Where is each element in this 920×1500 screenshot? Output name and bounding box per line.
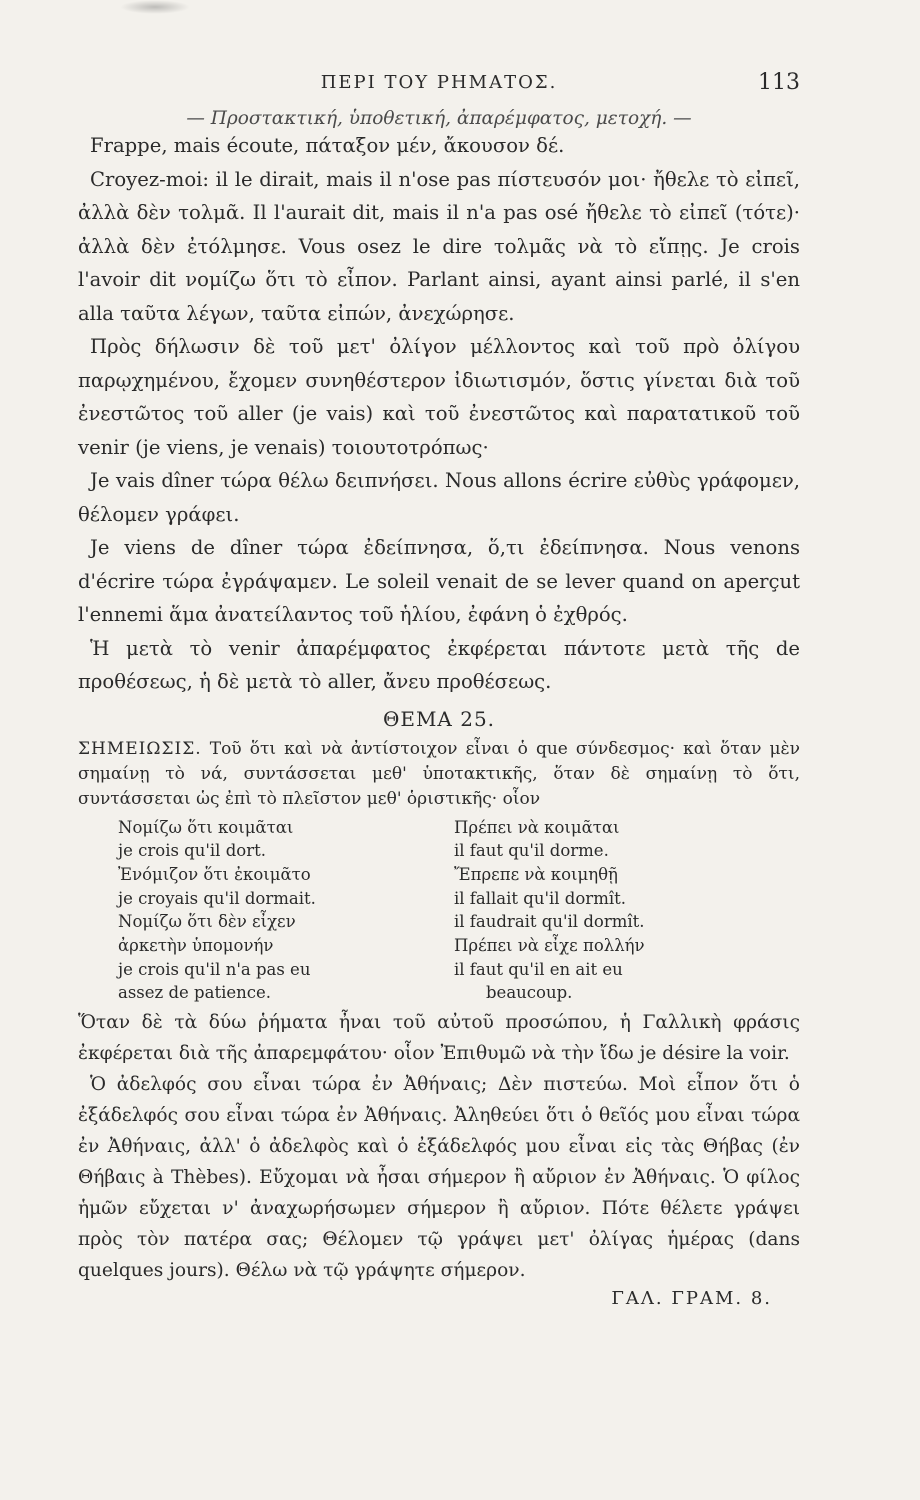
body-text: [78, 129, 800, 699]
examples-table: [118, 816, 800, 1006]
paragraph: Πρὸς δήλωσιν δὲ τοῦ μετ' ὀλίγον μέλλοντος καὶ τοῦ πρὸ ὀλίγου παρῳχημένου, ἔχομεν συνηθέστερον ἰδιωτισμόν, ὅστις γίνεται διὰ τοῦ ἐνεστῶτος τοῦ aller (je vais) καὶ τοῦ ἐνεστῶτος καὶ παρατατικοῦ τοῦ venir (je viens, je venais) τοιουτοτρόπως·: [78, 335, 800, 459]
scan-shadow: [120, 0, 190, 14]
example-line: Πρέπει νὰ κοιμᾶται: [454, 817, 620, 837]
note-label: ΣΗΜΕΙΩΣΙΣ.: [78, 738, 202, 759]
example-line: Νομίζω ὅτι κοιμᾶται: [118, 817, 294, 837]
paragraph: Croyez-moi: il le dirait, mais il n'ose pas πίστευσόν μοι· ἤθελε τὸ εἰπεῖ, ἀλλὰ δὲν τολμᾶ. Il l'aurait dit, mais il n'a pas osé ἤθελε τὸ εἰπεῖ (τότε)· ἀλλὰ δὲν ἐτόλμησε. Vous osez le dire τολμᾶς νὰ τὸ εἴπῃς. Je crois l'avoir dit νομίζω ὅτι τὸ εἶπον. Parlant ainsi, ayant ainsi parlé, il s'en alla ταῦτα λέγων, ταῦτα εἰπών, ἀνεχώρησε.: [78, 167, 800, 325]
running-title: ΠΕΡΙ ΤΟΥ ΡΗΜΑΤΟΣ.: [320, 72, 558, 93]
section-subtitle: — Προστακτική, ὑποθετική, ἀπαρέμφατος, μετοχή. —: [186, 108, 692, 129]
example-line: Ἐνόμιζον ὅτι ἐκοιμᾶτο: [118, 864, 311, 884]
example-line: Ἔπρεπε νὰ κοιμηθῇ: [454, 864, 618, 884]
note-text: Τοῦ ὅτι καὶ νὰ ἀντίστοιχον εἶναι ὁ que σύνδεσμος· καὶ ὅταν μὲν σημαίνῃ τὸ νά, συντάσσεται μεθ' ὑποτακτικῆς, ὅταν δὲ σημαίνῃ τὸ ὅτι, συντάσσεται ὡς ἐπὶ τὸ πλεῖστον μεθ' ὁριστικῆς· οἷον: [78, 738, 801, 809]
example-line: il fallait qu'il dormît.: [454, 888, 626, 908]
paragraph: Ὁ ἀδελφός σου εἶναι τώρα ἐν Ἀθήναις; Δὲν πιστεύω. Μοὶ εἶπον ὅτι ὁ ἐξάδελφός σου εἶναι τώρα ἐν Ἀθήναις. Ἀληθεύει ὅτι ὁ θεῖός μου εἶναι τώρα ἐν Ἀθήναις, ἀλλ' ὁ ἀδελφὸς καὶ ὁ ἐξάδελφός μου εἶναι εἰς τὰς Θήβας (ἐν Θήβαις à Thèbes). Εὔχομαι νὰ ἦσαι σήμερον ἢ αὔριον ἐν Ἀθήναις. Ὁ φίλος ἡμῶν εὔχεται ν' ἀναχωρήσωμεν σήμερον ἢ αὔριον. Πότε θέλετε γράψει πρὸς τὸν πατέρα σας; Θέλομεν τῷ γράψει μετ' ὀλίγας ἡμέρας (dans quelques jours). Θέλω νὰ τῷ γράψητε σήμερον.: [78, 1074, 800, 1282]
page-number: 113: [758, 70, 800, 95]
closing-text: [78, 1007, 800, 1286]
example-line: Πρέπει νὰ εἶχε πολλήν: [454, 936, 645, 956]
paragraph: Je vais dîner τώρα θέλω δειπνήσει. Nous allons écrire εὐθὺς γράφομεν, θέλομεν γράφει.: [78, 469, 800, 526]
example-line: beaucoup.: [486, 983, 573, 1003]
paragraph: Je viens de dîner τώρα ἐδείπνησα, ὅ,τι ἐδείπνησα. Nous venons d'écrire τώρα ἐγράψαμεν. Le soleil venait de se lever quand on aperçut l'ennemi ἅμα ἀνατείλαντος τοῦ ἡλίου, ἐφάνη ὁ ἐχθρός.: [78, 536, 800, 626]
examples-right-column: [454, 816, 754, 1006]
example-line: ἀρκετὴν ὑπομονήν: [118, 936, 274, 956]
example-line: il faut qu'il dorme.: [454, 841, 609, 861]
paragraph: Frappe, mais écoute, πάταξον μέν, ἄκουσον δέ.: [90, 134, 565, 157]
paragraph: Ὅταν δὲ τὰ δύω ῥήματα ἦναι τοῦ αὐτοῦ προσώπου, ἡ Γαλλικὴ φράσις ἐκφέρεται διὰ τῆς ἀπαρεμφάτου· οἷον Ἐπιθυμῶ νὰ τὴν ἴδω je désire la voir.: [78, 1012, 800, 1065]
signature-mark: ΓΑΛ. ΓΡΑΜ. 8.: [611, 1288, 772, 1310]
example-line: il faudrait qu'il dormît.: [454, 912, 645, 932]
example-line: je crois qu'il dort.: [118, 841, 266, 861]
page-header: [78, 62, 800, 102]
note-paragraph: [78, 737, 800, 812]
example-line: Νομίζω ὅτι δὲν εἶχεν: [118, 912, 296, 932]
paragraph: Ἡ μετὰ τὸ venir ἀπαρέμφατος ἐκφέρεται πάντοτε μετὰ τῆς de προθέσεως, ἡ δὲ μετὰ τὸ aller, ἄνευ προθέσεως.: [78, 636, 800, 693]
example-line: je crois qu'il n'a pas eu: [118, 959, 311, 979]
theme-heading: ΘΕΜΑ 25.: [382, 706, 496, 731]
examples-left-column: [118, 816, 454, 1006]
example-line: il faut qu'il en ait eu: [454, 959, 623, 979]
example-line: je croyais qu'il dormait.: [118, 888, 316, 908]
example-line: assez de patience.: [118, 983, 271, 1003]
book-page: [78, 62, 800, 1462]
